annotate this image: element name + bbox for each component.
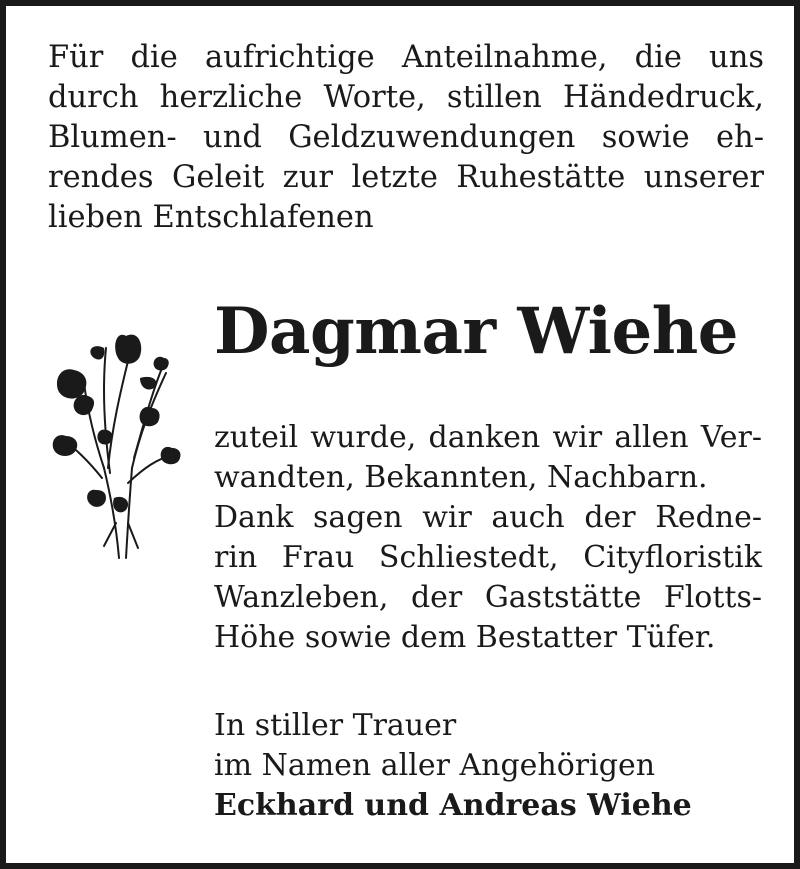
intro-line: Blumen- und Geldzuwendungen sowie eh-	[48, 120, 764, 155]
intro-line: rendes Geleit zur letzte Ruhestätte unserer	[48, 160, 764, 195]
rose-bouquet-icon	[44, 308, 194, 568]
thanks-paragraph	[214, 418, 762, 658]
thanks-line: zuteil wurde, danken wir allen Ver-	[214, 420, 762, 455]
intro-line: durch herzliche Worte, stillen Händedruck,	[48, 80, 764, 115]
deceased-name: Dagmar Wiehe	[214, 294, 738, 369]
intro-line: Für die aufrichtige Anteilnahme, die uns	[48, 40, 764, 75]
closing-line: In stiller Trauer	[214, 708, 457, 743]
intro-line: lieben Entschlafenen	[48, 200, 374, 235]
thanks-line: Dank sagen wir auch der Redne-	[214, 500, 762, 535]
signature: Eckhard und Andreas Wiehe	[214, 788, 692, 823]
thanks-line: Höhe sowie dem Bestatter Tüfer.	[214, 620, 716, 655]
thanks-line: rin Frau Schliestedt, Cityfloristik	[214, 540, 762, 575]
closing-block	[214, 706, 774, 826]
closing-line: im Namen aller Angehörigen	[214, 748, 656, 783]
intro-paragraph	[48, 38, 764, 238]
thanks-line: Wanzleben, der Gaststätte Flotts-	[214, 580, 762, 615]
thanks-line: wandten, Bekannten, Nachbarn.	[214, 460, 708, 495]
